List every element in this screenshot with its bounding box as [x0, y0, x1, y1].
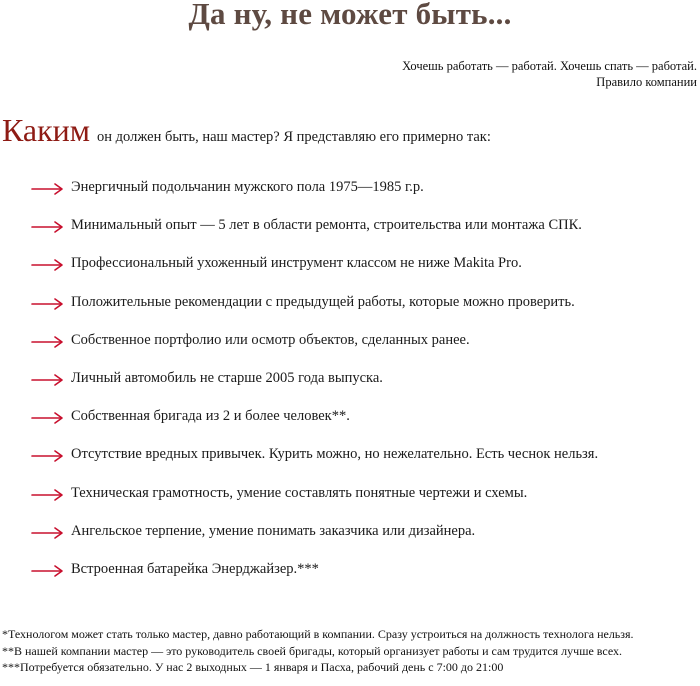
list-item: [0, 482, 690, 520]
list-item: [0, 176, 690, 214]
list-item-text: Встроенная батарейка Энерджайзер.***: [71, 560, 319, 577]
arrow-right-icon: [31, 179, 65, 197]
list-item-text: Минимальный опыт — 5 лет в области ремонта, строительства или монтажа СПК.: [71, 217, 582, 234]
list-item-text: Профессиональный ухоженный инструмент классом не ниже Makita Pro.: [71, 255, 522, 272]
arrow-right-icon: [31, 217, 65, 235]
arrow-right-icon: [31, 446, 65, 464]
list-item-text: Собственное портфолио или осмотр объектов, сделанных ранее.: [71, 331, 470, 348]
epigraph: [402, 58, 697, 90]
footnote: ***Потребуется обязательно. У нас 2 выходных — 1 января и Пасха, рабочий день с 7:00 до 21:00: [2, 660, 504, 674]
requirements-list: [0, 176, 690, 596]
list-item-text: Отсутствие вредных привычек. Курить можно, но нежелательно. Есть чеснок нельзя.: [71, 446, 599, 463]
list-item: [0, 520, 690, 558]
arrow-right-icon: [31, 408, 65, 426]
list-item-text: Энергичный подольчанин мужского пола 1975—1985 г.р.: [71, 179, 424, 195]
epigraph-quote: Хочешь работать — работай. Хочешь спать — работай.: [402, 59, 697, 73]
list-item: [0, 291, 690, 329]
intro-text: он должен быть, наш мастер? Я представляю его примерно так:: [97, 129, 491, 145]
list-item-text: Собственная бригада из 2 и более человек**.: [71, 408, 350, 425]
page-title: Да ну, не может быть...: [188, 0, 512, 31]
arrow-right-icon: [31, 561, 65, 579]
list-item: [0, 405, 690, 443]
arrow-right-icon: [31, 523, 65, 541]
list-item-text: Ангельское терпение, умение понимать заказчика или дизайнера.: [71, 522, 476, 539]
intro-line: [2, 112, 491, 149]
arrow-right-icon: [31, 255, 65, 273]
list-item: [0, 214, 690, 252]
list-item: [0, 329, 690, 367]
list-item: [0, 443, 690, 481]
intro-accent-word: Каким: [2, 112, 91, 148]
list-item: [0, 558, 690, 596]
footnote: *Технологом может стать только мастер, давно работающий в компании. Сразу устроиться на должность технолога нельзя.: [2, 627, 634, 641]
arrow-right-icon: [31, 370, 65, 388]
arrow-right-icon: [31, 332, 65, 350]
arrow-right-icon: [31, 294, 65, 312]
list-item: [0, 252, 690, 290]
list-item-text: Техническая грамотность, умение составлять понятные чертежи и схемы.: [71, 484, 528, 501]
list-item: [0, 367, 690, 405]
list-item-text: Личный автомобиль не старше 2005 года выпуска.: [71, 369, 383, 386]
arrow-right-icon: [31, 485, 65, 503]
epigraph-source: Правило компании: [596, 75, 697, 89]
footnotes: [2, 626, 634, 676]
list-item-text: Положительные рекомендации с предыдущей работы, которые можно проверить.: [71, 293, 575, 310]
footnote: **В нашей компании мастер — это руководитель своей бригады, который организует работы и сам трудится лучше всех.: [2, 643, 623, 658]
